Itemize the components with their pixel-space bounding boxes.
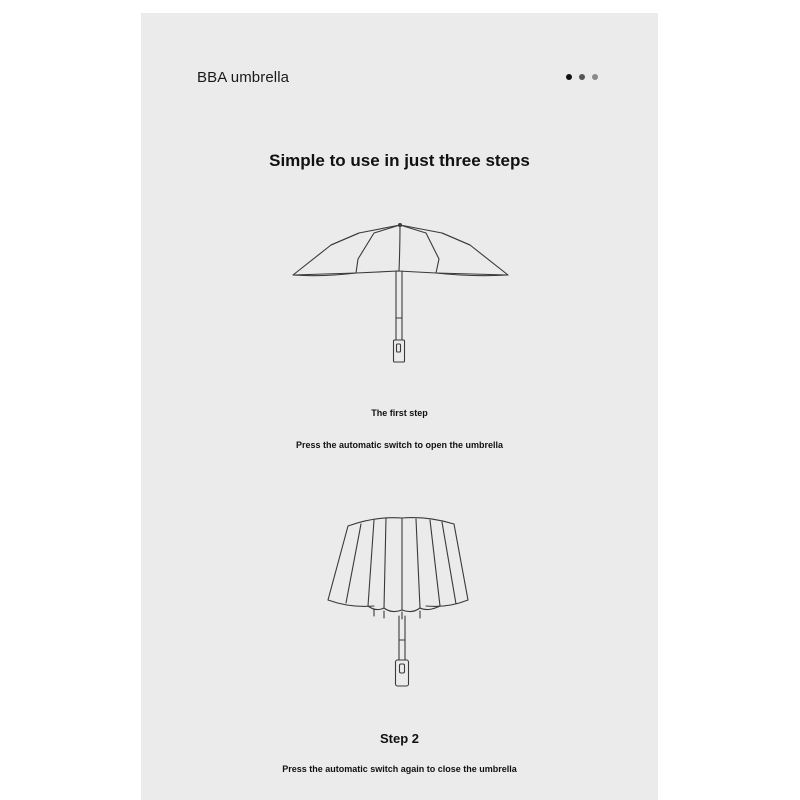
step-2-description: Press the automatic switch again to close the umbrella bbox=[282, 764, 517, 774]
carousel-pager[interactable] bbox=[566, 74, 598, 80]
step-2-title: Step 2 bbox=[379, 731, 419, 746]
step-1-title: The first step bbox=[371, 408, 428, 418]
pager-dot-3[interactable] bbox=[592, 74, 598, 80]
pager-dot-1[interactable] bbox=[566, 74, 572, 80]
step-1-description: Press the automatic switch to open the umbrella bbox=[295, 440, 504, 450]
closed-umbrella-icon bbox=[316, 508, 486, 698]
page-headline: Simple to use in just three steps bbox=[269, 151, 530, 170]
open-umbrella-icon bbox=[286, 213, 516, 373]
product-card bbox=[141, 13, 658, 800]
pager-dot-2[interactable] bbox=[579, 74, 585, 80]
brand-title: BBA umbrella bbox=[197, 69, 290, 86]
